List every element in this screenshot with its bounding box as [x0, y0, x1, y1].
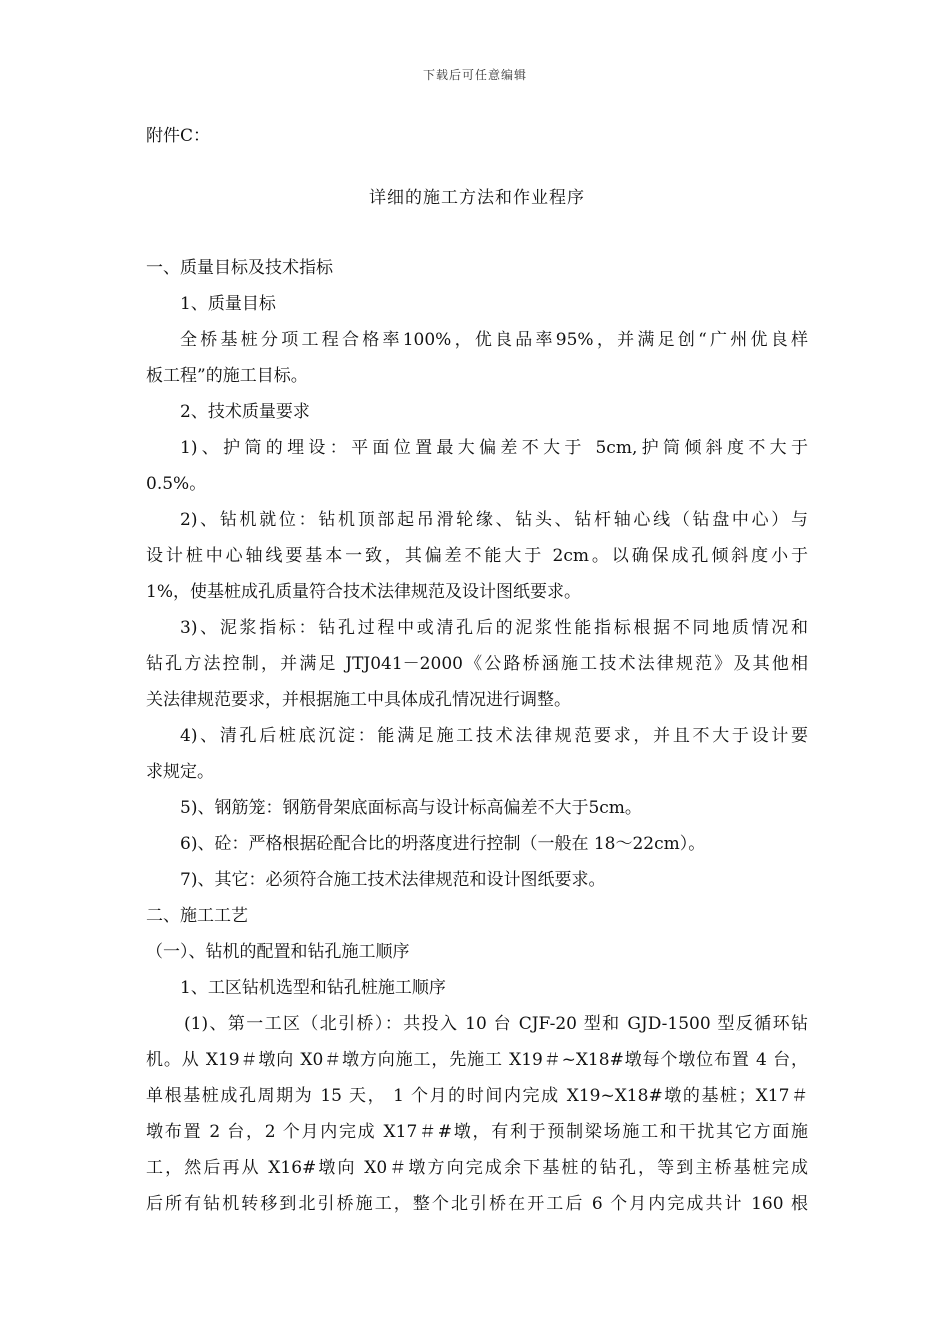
body-line: 工，然后再从 X16#墩向 X0＃墩方向完成余下基桩的钻孔，等到主桥基桩完成 — [146, 1158, 808, 1178]
header-note: 下载后可任意编辑 — [422, 68, 527, 82]
document-body — [146, 118, 808, 1222]
body-line: 1)、护筒的埋设：平面位置最大偏差不大于 5cm,护筒倾斜度不大于 — [180, 438, 808, 458]
body-line: 1%，使基桩成孔质量符合技术法律规范及设计图纸要求。 — [146, 582, 581, 602]
body-line: 机。从 X19＃墩向 X0＃墩方向施工，先施工 X19＃~X18#墩每个墩位布置 4 台， — [146, 1050, 808, 1070]
body-line: 一、质量目标及技术指标 — [146, 258, 333, 278]
document-title: 详细的施工方法和作业程序 — [369, 188, 585, 208]
body-line: (1)、第一工区（北引桥）：共投入 10 台 CJF-20 型和 GJD-1500 型反循环钻 — [184, 1014, 808, 1034]
body-line: 0.5%。 — [146, 474, 207, 494]
body-line: 7)、其它：必须符合施工技术法律规范和设计图纸要求。 — [180, 870, 606, 890]
body-line: 墩布置 2 台，2 个月内完成 X17＃#墩，有利于预制梁场施工和干扰其它方面施 — [146, 1122, 808, 1142]
body-line: 设计桩中心轴线要基本一致，其偏差不能大于 2cm。以确保成孔倾斜度小于 — [146, 546, 808, 566]
subsection-heading: （一）、钻机的配置和钻孔施工顺序 — [146, 942, 410, 962]
body-line: 后所有钻机转移到北引桥施工，整个北引桥在开工后 6 个月内完成共计 160 根 — [146, 1194, 808, 1214]
body-line: 2、技术质量要求 — [180, 402, 310, 422]
body-line: 钻孔方法控制，并满足 JTJ041－2000《公路桥涵施工技术法律规范》及其他相 — [146, 654, 808, 674]
body-line: 1、质量目标 — [180, 294, 276, 314]
body-line: 关法律规范要求，并根据施工中具体成孔情况进行调整。 — [146, 690, 571, 710]
body-line: 6)、砼：严格根据砼配合比的坍落度进行控制（一般在 18～22cm）。 — [180, 834, 706, 854]
body-line: 板工程”的施工目标。 — [146, 366, 308, 386]
body-line: 5)、钢筋笼：钢筋骨架底面标高与设计标高偏差不大于5cm。 — [180, 798, 642, 818]
section-heading: 二、施工工艺 — [146, 906, 248, 926]
body-line: 单根基桩成孔周期为 15 天， 1 个月的时间内完成 X19~X18#墩的基桩；X17＃ — [146, 1086, 808, 1106]
body-line: 3)、泥浆指标：钻孔过程中或清孔后的泥浆性能指标根据不同地质情况和 — [180, 618, 808, 638]
body-line: 1、工区钻机选型和钻孔桩施工顺序 — [180, 978, 446, 998]
body-line: 4)、清孔后桩底沉淀：能满足施工技术法律规范要求，并且不大于设计要 — [180, 726, 808, 746]
body-line: 2)、钻机就位：钻机顶部起吊滑轮缘、钻头、钻杆轴心线（钻盘中心）与 — [180, 510, 808, 530]
body-line: 求规定。 — [146, 762, 214, 782]
body-line: 全桥基桩分项工程合格率100%，优良品率95%，并满足创“广州优良样 — [180, 330, 808, 350]
attachment-label: 附件C： — [146, 126, 211, 146]
